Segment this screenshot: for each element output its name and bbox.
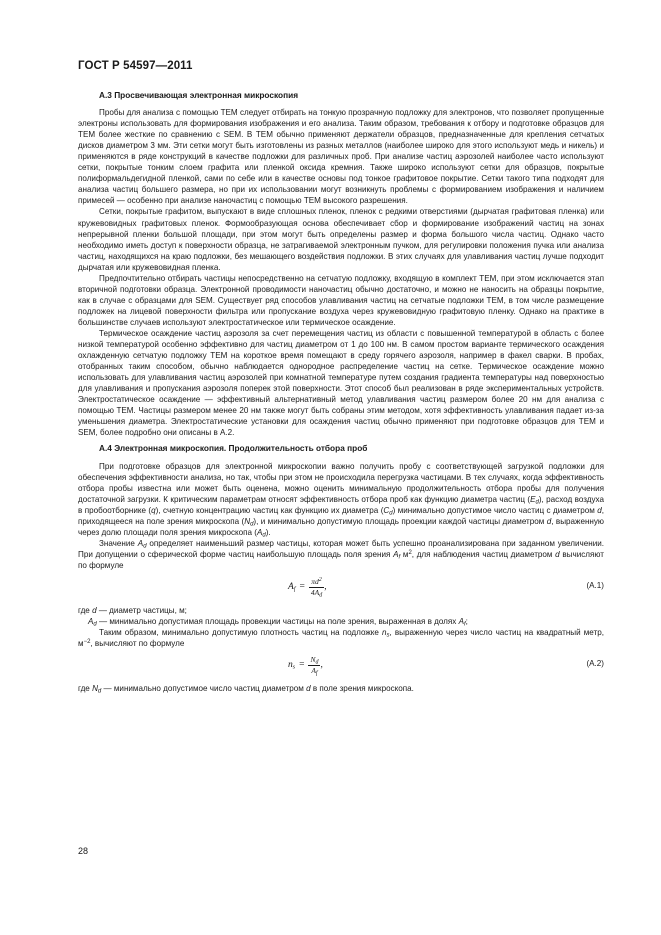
section-a3-paragraph-2: Сетки, покрытые графитом, выпускают в виде сплошных пленок, пленок с редкими отверстиями (дырчатая графитовая пленка) или кружевовидных графитовых пленок. Формообразующая основа обеспечивает сбор и формирование изображений частиц на зонах непрерывной пленки большой площади, при этом могут быть определены размер и форма большого числа частиц. Однако часто необходимо иметь доступ к поверхности образца, не затрагиваемой электронным пучком, для регулировки положения пучка или анализа частиц, находящихся на краю подложки, без мешающего воздействия подложки. В этих случаях для улавливания частиц лучше подходит дырчатая или кружевовидная пленка. — [78, 207, 604, 272]
formula-a1 — [78, 573, 604, 603]
section-a4-title: А.4 Электронная микроскопия. Продолжительность отбора проб — [99, 443, 368, 454]
page-number: 28 — [78, 846, 89, 856]
section-a3-paragraph-4: Термическое осаждение частиц аэрозоля за счет перемещения частиц из области с повышенной температурой в область с более низкой температурой особенно эффективно для частиц диаметром от 1 до 100 нм. В самом простом варианте термического осаждения охлажденную сетчатую подложку ТЕМ на короткое время помещают в среду горячего аэрозоля, например в факел сварки. В пробах, отобранных таким способом, обычно наблюдается однородное распределение частиц на сетке. Термическое осаждение можно использовать для улавливания частиц аэрозолей при комнатной температуре путем создания градиента температуры над поверхностью для улавливания и пропускания аэрозоля поперек этой поверхности. Этот способ был реализован в ряде экспериментальных устройств. Электростатическое осаждение — эффективный альтернативный метод улавливания частиц размером более 20 нм для анализа с помощью ТЕМ. Частицы размером менее 20 нм также могут быть собраны этим методом, хотя эффективность улавливания падает из-за уменьшения диаметра. Электростатические установки для осаждения частиц обычно применяют при подготовке образцов для ТЕМ и SEM, более подробно они описаны в А.2. — [78, 328, 604, 438]
formula-a1-where-ad: $A_d$ — минимально допустимая площадь провекции частицы на поле зрения, выраженная в долях $A_f$; — [88, 617, 468, 628]
section-a3-paragraph-3: Предпочтительно отбирать частицы непосредственно на сетчатую подложку, входящую в комплект ТЕМ, при этом исключается этап вторичной подготовки образца. Электронной проводимости наночастиц обычно достаточно, и можно не наносить на образцы покрытие, как в случае с образцами для SEM. Существует ряд способов улавливания частиц на сетчатые подложки ТЕМ, в том числе размещение подложек на лицевой поверхности фильтра или пропускание воздуха через кружевовидную графитовую пленку. Однако на практике в большинстве случаев используют электростатическое или термическое осаждение. — [78, 273, 604, 327]
section-a4-paragraph-3: Таким образом, минимально допустимую плотность частиц на подложке $n_s$, выраженную через число частиц на квадратный метр, $м^{-2}$, вычисляют по формуле — [78, 628, 604, 649]
formula-a1-expression: $A_f$ = $\frac{\pi d^2}{4A_d}$ , — [288, 576, 327, 599]
formula-a2-where-nd: где $N_d$ — минимально допустимое число частиц диаметром d в поле зрения микроскопа. — [78, 684, 414, 695]
formula-a2-number: (А.2) — [586, 659, 604, 669]
formula-a2-expression: $n_s$ = $\frac{N_d}{A_f}$ , — [288, 655, 323, 677]
section-a4-paragraph-1: При подготовке образцов для электронной микроскопии важно получить пробу с соответствующей загрузкой подложки для обеспечения эффективности анализа, но так, чтобы при этом не происходила перегрузка частицами. В тех случаях, когда эффективность отбора пробы известна или может быть оценена, можно оценить минимальную продолжительность отбора пробы для получения достаточной загрузки. К критическим параметрам относят эффективность отбора проб как функцию диаметра частиц $(E_d)$, расход воздуха в пробоотборнике (q), счетную концентрацию частиц как функцию их диаметра $(C_d)$ минимально допустимое число частиц с диаметром d, приходящееся на поле зрения микроскопа $(N_d)$, и минимально допустимую площадь проекции каждой частицы диаметром d, выраженную через долю площади поля зрения микроскопа $(A_d)$. — [78, 461, 604, 539]
section-a3-title: А.3 Просвечивающая электронная микроскопия — [99, 90, 299, 100]
section-a3-paragraph-1: Пробы для анализа с помощью ТЕМ следует отбирать на тонкую прозрачную подложку для электронов, что позволяет пропущенные электроны использовать для формирования изображения и его анализа. Таким образом, требования к отбору и подготовке образцов для ТЕМ более жесткие по сравнению с SEM. В ТЕМ обычно применяют держатели образцов, предназначенные для крепления сетчатых дисков диаметром 3 мм. Эти сетки могут быть изготовлены из разных металлов (наиболее широко для этого используют медь и никель) и применяются в ряде конструкций в качестве подложки для различных проб. При анализе частиц аэрозолей наиболее часто используют сетки, покрытые тонким слоем графита или пленкой оксида кремния. Также широко используют сетки для образцов, покрытые полиформальдегидной пленкой, сами по себе или в качестве основы под тонкое графитовое покрытие. Сетки такого типа подходят для анализа частиц большего размера, но при их использовании могут возникнуть проблемы с формированием изображения и наличием примесей — особенно при анализе наночастиц с помощью ТЕМ высокого разрешения. — [78, 108, 604, 206]
document-header: ГОСТ Р 54597—2011 — [78, 60, 193, 72]
formula-a2 — [78, 651, 604, 681]
formula-a1-where-d: где d — диаметр частицы, м; — [78, 605, 187, 615]
page-content — [78, 90, 604, 694]
section-a4-paragraph-2: Значение $A_d$ определяет наименьший размер частицы, которая может быть успешно проанализирована при заданном увеличении. При допущении о сферической форме частиц наибольшую площадь поля зрения $A_f$ $м^2$, для наблюдения частиц диаметром d вычисляют по формуле — [78, 538, 604, 570]
formula-a1-number: (А.1) — [586, 580, 604, 590]
formula-a2-fraction: $\frac{N_d}{A_f}$ — [310, 655, 319, 677]
formula-a1-fraction: $\frac{\pi d^2}{4A_d}$ — [310, 576, 323, 599]
